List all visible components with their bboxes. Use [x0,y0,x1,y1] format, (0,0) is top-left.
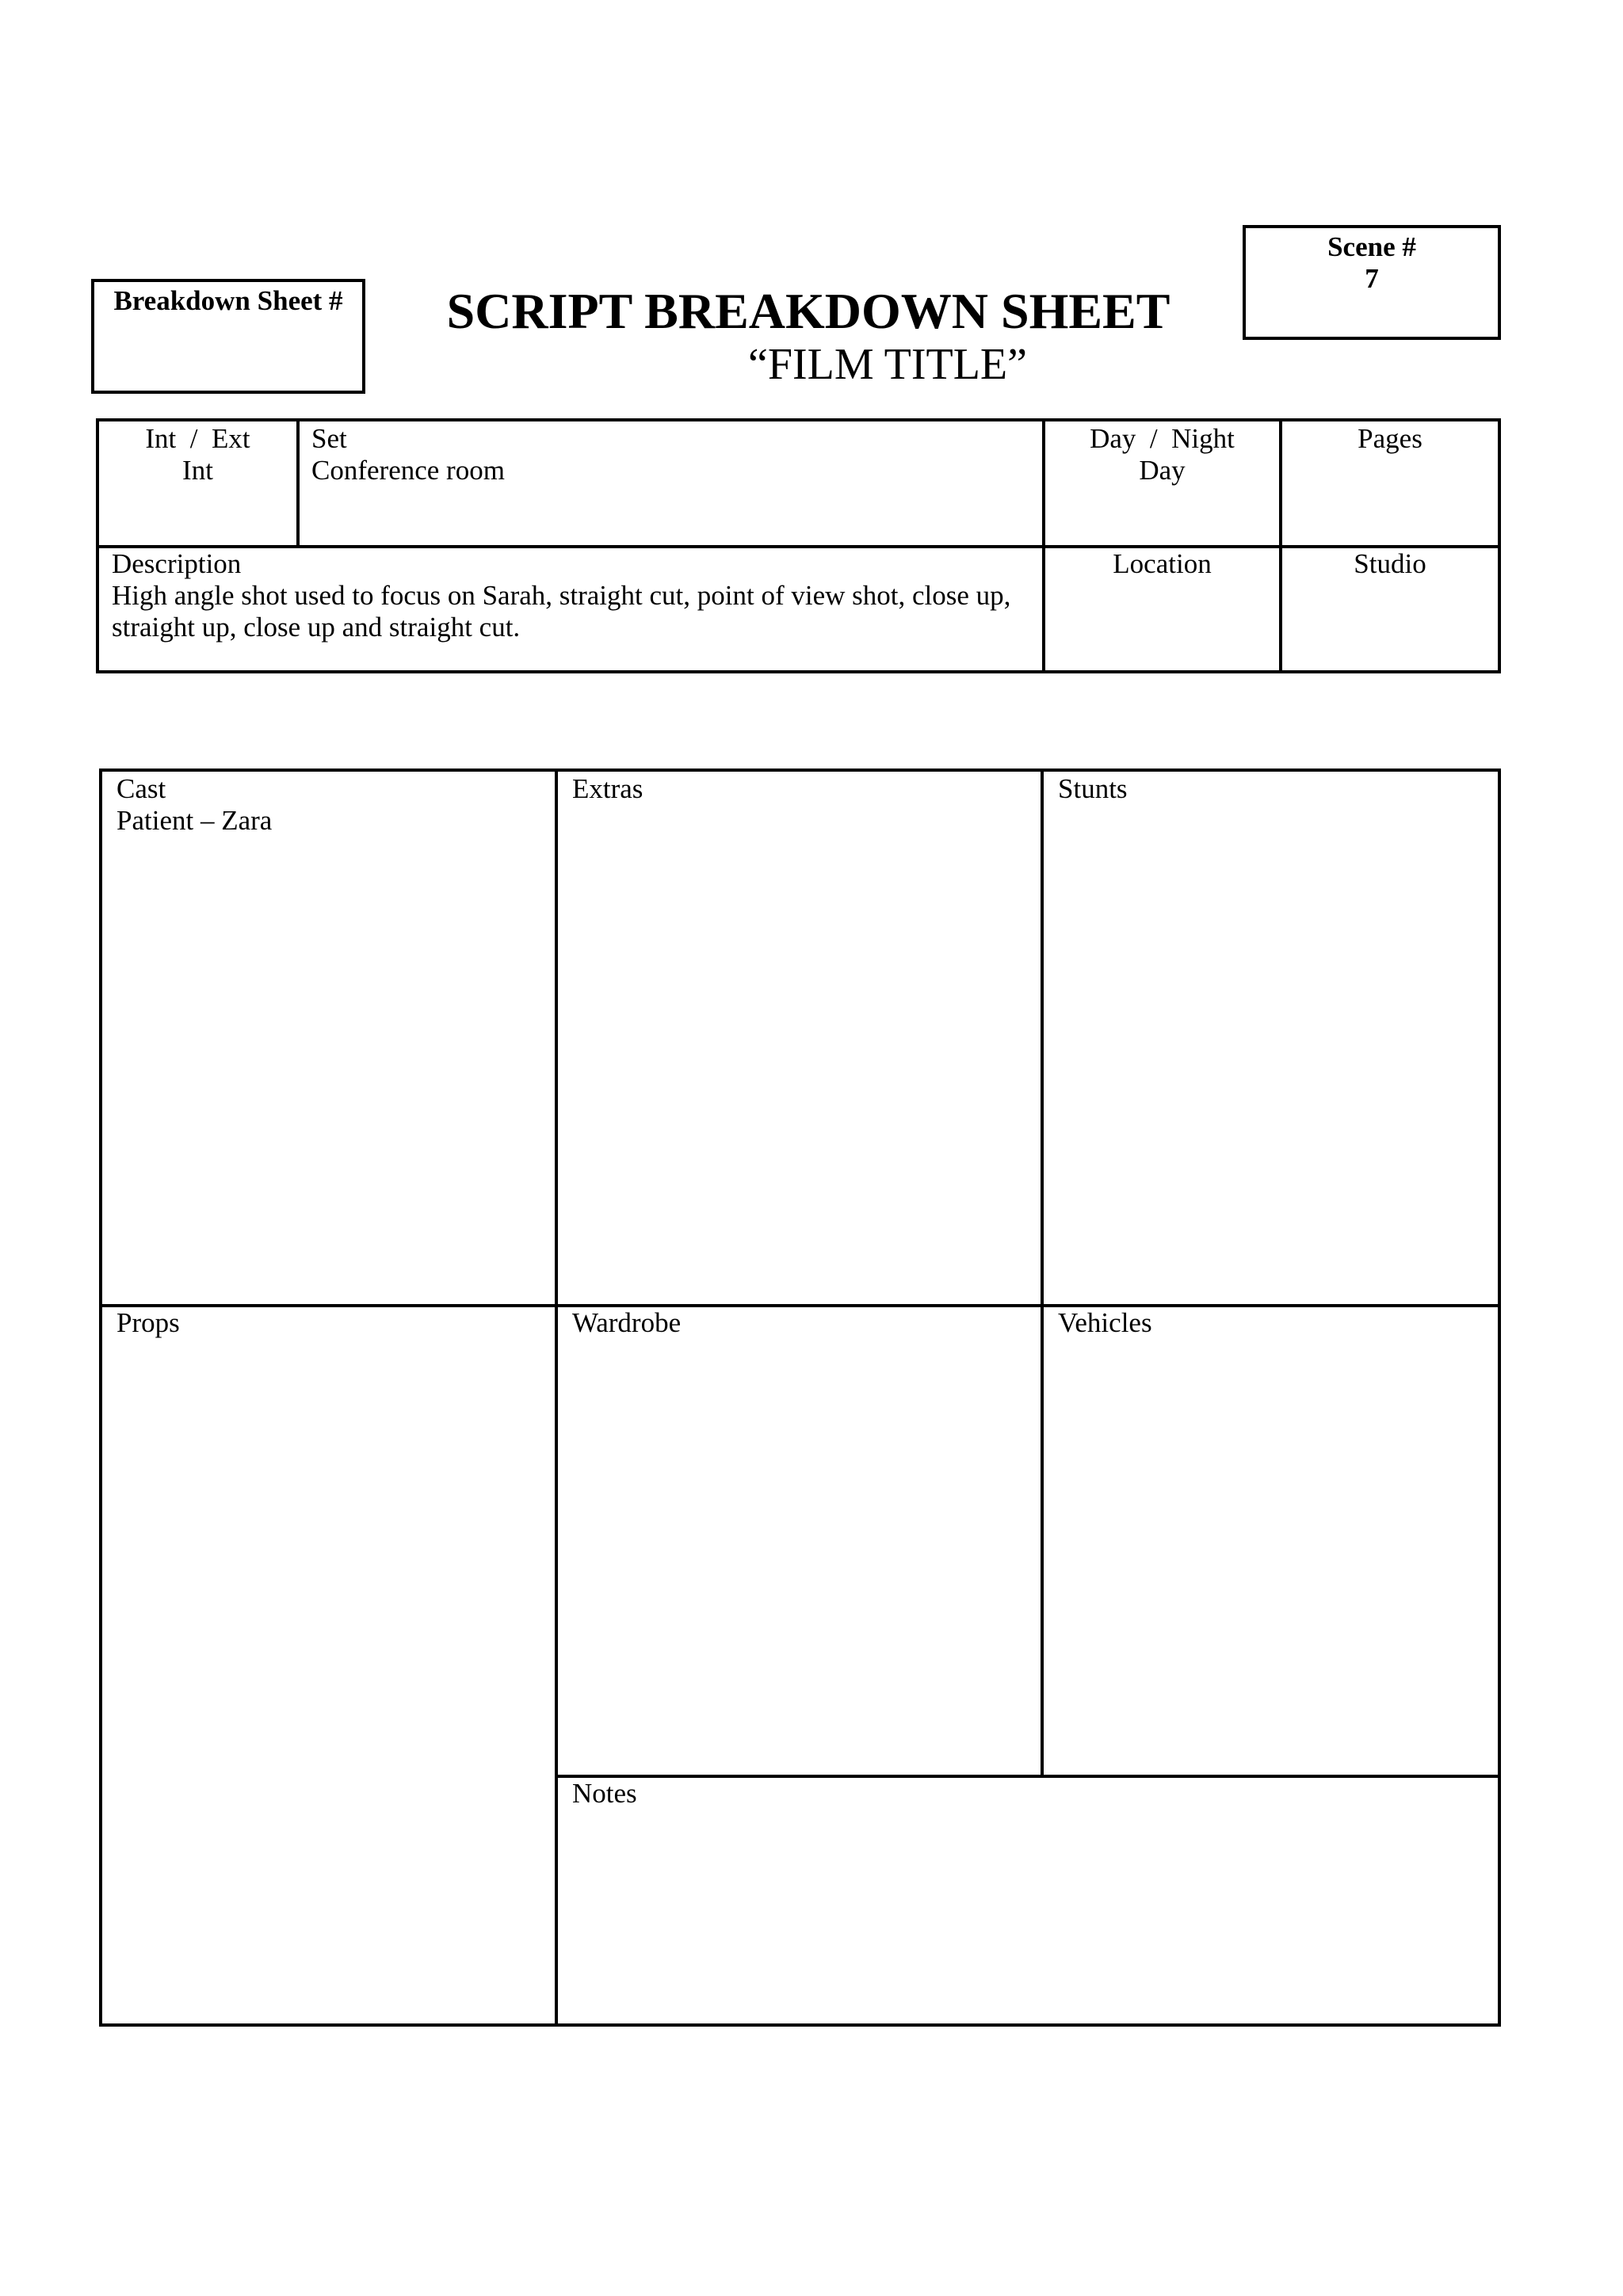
notes-label: Notes [572,1778,637,1809]
pages-cell[interactable] [1282,423,1498,455]
scene-number-box [1243,225,1501,340]
page-title: SCRIPT BREAKDOWN SHEET [446,283,1170,339]
scene-number-value[interactable]: 7 [1365,263,1379,294]
props-cell[interactable] [116,1307,544,2012]
location-value: Studio [1354,548,1426,579]
description-value: High angle shot used to focus on Sarah, straight cut, point of view shot, close up, straight up, close up and straight cut. [112,580,1011,643]
pages-label: Pages [1358,423,1423,454]
extras-cell[interactable] [572,773,1032,1296]
cast-value: Patient – Zara [116,805,273,836]
set-value: Conference room [311,455,505,486]
breakdown-sheet-number-label: Breakdown Sheet # [113,285,343,316]
breakdown-grid [99,769,1501,2027]
stunts-cell[interactable] [1058,773,1494,1296]
int-ext-value: Int [182,455,213,486]
description-cell[interactable] [112,548,1031,643]
breakdown-sheet-number-box [91,279,365,394]
extras-label: Extras [572,773,643,804]
wardrobe-cell[interactable] [572,1307,1032,1767]
vehicles-label: Vehicles [1058,1307,1152,1338]
grid-divider-vertical-2 [1041,772,1044,1778]
props-label: Props [116,1307,180,1338]
int-ext-cell[interactable] [99,423,296,486]
vehicles-cell[interactable] [1058,1307,1494,1767]
info-divider-vertical-3 [1279,421,1282,670]
cast-label: Cast [116,773,166,804]
set-cell[interactable] [311,423,1025,486]
day-night-cell[interactable] [1045,423,1279,486]
int-ext-label: Int / Ext [145,423,250,454]
location-label: Location [1113,548,1212,579]
location-cell[interactable] [1045,548,1279,580]
grid-divider-vertical-1 [555,772,558,2023]
cast-cell[interactable] [116,773,544,1296]
scene-info-table [96,418,1501,673]
set-label: Set [311,423,347,454]
scene-number-label: Scene # [1327,231,1416,262]
film-title: “FILM TITLE” [748,340,1027,389]
notes-cell[interactable] [572,1778,1491,2016]
description-label: Description [112,548,242,579]
wardrobe-label: Wardrobe [572,1307,682,1338]
info-divider-vertical-1 [296,421,300,548]
day-night-label: Day / Night [1090,423,1235,454]
day-night-value: Day [1139,455,1186,486]
stunts-label: Stunts [1058,773,1128,804]
location-value-cell[interactable] [1282,548,1498,580]
